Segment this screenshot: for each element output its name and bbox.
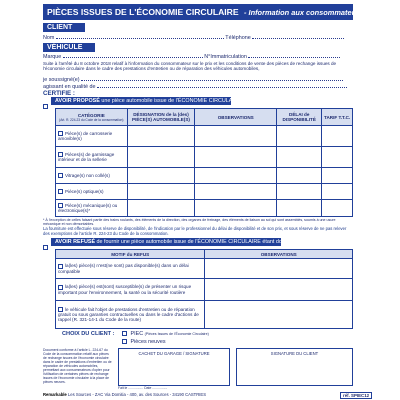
soussigne-row xyxy=(43,76,343,83)
col-observations: OBSERVATIONS xyxy=(195,109,277,126)
refuse-bar-text: de fournir une pièce automobile issue de l'ÉCONOMIE CIRCULAIRE étant donné que : xyxy=(96,239,305,245)
observations-cell[interactable] xyxy=(195,184,277,200)
propose-bar-bold: AVOIR PROPOSÉ xyxy=(55,98,100,104)
tarif-cell[interactable] xyxy=(322,147,353,168)
motif-cell xyxy=(56,259,205,279)
col-designation: DÉSIGNATION de la (des) PIÈCE(S) AUTOMOBILE(S) xyxy=(127,109,195,126)
row-checkbox[interactable] xyxy=(58,173,63,178)
neuves-label: Pièces neuves xyxy=(130,339,166,345)
piec-label: PIEC xyxy=(130,331,144,337)
agissant-row xyxy=(43,83,347,90)
piec-checkbox[interactable] xyxy=(122,331,127,336)
propose-note: La fourniture est effectuée sous réserve de disponibilité, de l'indication par le professionnel du délai de disponibilité et de son prix, et sous réserve de ne pas relever des exemptions de l'article R. 224-23 du Code de la consommation. xyxy=(43,226,347,236)
vehicule-row xyxy=(43,53,340,60)
delai-cell[interactable] xyxy=(277,147,322,168)
categorie-cell xyxy=(56,168,128,184)
propose-bar xyxy=(51,97,245,105)
neuves-checkbox[interactable] xyxy=(122,339,127,344)
designation-cell[interactable] xyxy=(127,126,195,147)
categorie-cell xyxy=(56,200,128,217)
piec-sub-label: (Pièces Issues de l'Économie Circulaire) xyxy=(144,332,209,336)
categorie-label: Pièce(s) de carrosserie amovible(s) xyxy=(58,130,113,142)
table-row xyxy=(56,147,353,168)
bottom-legal-text: Document conforme à l'article L. 224-67 du Code de la consommation relatif aux pièces de rechange issues de l'économie circulaire dans le cadre de prestations d'entretien ou de réparation de véhicules automobiles, permettant aux consommateurs d'opter pour l'utilisation de certaines pièces de rechange issues de l'économie circulaire à la place de pièces neuves. xyxy=(43,348,112,384)
refuse-checkbox[interactable] xyxy=(43,245,48,250)
categorie-cell xyxy=(56,126,128,147)
document-title-bar xyxy=(43,4,364,20)
col-delai: DÉLAI de DISPONIBILITÉ xyxy=(277,109,322,126)
delai-cell[interactable] xyxy=(277,126,322,147)
choix-label: CHOIX DU CLIENT : xyxy=(62,331,115,337)
choix-option-piec xyxy=(122,331,209,337)
client-label: CLIENT xyxy=(47,24,73,31)
garage-stamp-label: CACHET DU GARAGE / SIGNATURE xyxy=(138,351,210,356)
dates-line: Fait le ................ Date ................ xyxy=(118,386,168,390)
propose-checkbox-wrap xyxy=(43,98,50,116)
table-row xyxy=(56,301,353,329)
designation-cell[interactable] xyxy=(127,147,195,168)
table-row xyxy=(56,279,353,301)
col-tarif: TARIF T.T.C. xyxy=(322,109,353,126)
marque-field[interactable] xyxy=(63,53,203,58)
categorie-cell xyxy=(56,184,128,200)
motif-label: la(les) pièce(s) est(sont) susceptible(s) de présenter un risque important pour l'environnement, la santé ou la sécurité routière xyxy=(58,284,192,295)
legal-intro xyxy=(43,61,353,72)
reference-code: réf. SPIEC12 xyxy=(340,392,372,399)
refuse-bar xyxy=(51,238,305,246)
legal-intro-text: Suite à l'arrêté du 8 octobre 2018 relatif à l'information du consommateur sur le prix et les conditions de vente des pièces de rechange issues de l'économie circulaire dans le cadre des prestations d'entretien ou de réparation des véhicules automobiles, xyxy=(43,61,337,72)
document-subtitle: - Information aux consommateurs xyxy=(244,8,364,17)
categorie-label: Vitrage(s) non collé(s) xyxy=(65,172,110,178)
delai-cell[interactable] xyxy=(277,200,322,217)
propose-bar-text: une pièce automobile issue de l'ÉCONOMIE CIRCULAIRE : xyxy=(101,98,245,104)
observations-cell[interactable] xyxy=(195,147,277,168)
refuse-observations-cell[interactable] xyxy=(205,259,353,279)
tarif-cell[interactable] xyxy=(322,126,353,147)
motif-label: le véhicule fait l'objet de prestations d'entretien ou de réparation gratuit ou sous garanties contractuelles ou dans le cadre d'actions de rappel (R. 321-14-1 du Code de la route) xyxy=(58,306,199,323)
soussigne-field[interactable] xyxy=(81,76,343,81)
motif-label: la(les) pièce(s) n'est(ne sont) pas disponible(s) dans un délai compatible xyxy=(58,263,189,274)
delai-cell[interactable] xyxy=(277,168,322,184)
choix-option-neuves xyxy=(122,339,166,345)
tarif-cell[interactable] xyxy=(322,184,353,200)
telephone-label: Téléphone xyxy=(225,35,251,41)
footer xyxy=(43,392,353,397)
document-title: PIÈCES ISSUES DE L'ÉCONOMIE CIRCULAIRE xyxy=(47,7,239,17)
table-row xyxy=(56,259,353,279)
col-categorie-label: CATÉGORIE xyxy=(77,112,105,118)
table-row xyxy=(56,168,353,184)
footer-address: Les Sources - ZAC Via Domitia - 400, av. des Sources - 34190 CASTRIES xyxy=(67,392,207,397)
client-name-row xyxy=(43,34,344,41)
col-motif: MOTIF du REFUS xyxy=(56,250,205,259)
row-checkbox[interactable] xyxy=(58,189,63,194)
propose-checkbox[interactable] xyxy=(43,104,48,109)
propose-footnote: * À l'exception de celles faisant partie des trains roulants, des éléments de la direction, des organes de freinage, des éléments de liaison au sol qui sont assemblés, soumis à une usure mécanique et non démontables. xyxy=(43,218,336,227)
table-row xyxy=(56,200,353,217)
observations-cell[interactable] xyxy=(195,126,277,147)
agissant-label: agissant en qualité de xyxy=(43,84,96,90)
nom-label: Nom xyxy=(43,35,55,41)
delai-cell[interactable] xyxy=(277,184,322,200)
immatriculation-label: N°Immatriculation xyxy=(204,54,247,60)
tarif-cell[interactable] xyxy=(322,168,353,184)
agissant-field[interactable] xyxy=(97,83,347,88)
categorie-label: Pièces(s) de garnissage intérieur et de la sellerie xyxy=(58,151,115,163)
propose-table xyxy=(55,108,353,217)
observations-cell[interactable] xyxy=(195,200,277,217)
designation-cell[interactable] xyxy=(127,168,195,184)
garage-stamp-box[interactable] xyxy=(118,348,230,386)
vehicule-label: VÉHICULE xyxy=(47,44,83,51)
motif-cell xyxy=(56,279,205,301)
table-row xyxy=(56,184,353,200)
motif-cell xyxy=(56,301,205,329)
immatriculation-field[interactable] xyxy=(248,53,340,58)
certifie-label: CERTIFIE : xyxy=(43,90,75,97)
observations-cell[interactable] xyxy=(195,168,277,184)
designation-cell[interactable] xyxy=(127,200,195,217)
refuse-observations-cell[interactable] xyxy=(205,279,353,301)
footer-brand: Remarkable xyxy=(43,392,67,397)
client-signature-label: SIGNATURE DU CLIENT xyxy=(270,351,319,356)
marque-label: Marque xyxy=(43,54,62,60)
designation-cell[interactable] xyxy=(127,184,195,200)
vehicule-section-tab xyxy=(43,43,95,52)
client-signature-box[interactable] xyxy=(236,348,353,386)
tarif-cell[interactable] xyxy=(322,200,353,217)
refuse-checkbox-wrap xyxy=(43,239,50,257)
refuse-observations-cell[interactable] xyxy=(205,301,353,329)
categorie-cell xyxy=(56,147,128,168)
col-categorie xyxy=(56,109,128,126)
categorie-label: Pièce(s) mécanique(s) ou électronique(s)* xyxy=(58,202,118,214)
soussigne-label: je soussigné(e) xyxy=(43,77,80,83)
col-categorie-sub: (Art. R. 224-23 du Code de la consommation) xyxy=(59,117,124,122)
telephone-field[interactable] xyxy=(252,34,344,39)
refuse-bar-bold: AVOIR REFUSÉ xyxy=(55,239,96,245)
client-section-tab xyxy=(43,23,85,32)
col-refuse-observations: OBSERVATIONS xyxy=(205,250,353,259)
categorie-label: Pièce(s) optique(s) xyxy=(65,188,104,194)
nom-field[interactable] xyxy=(56,34,224,39)
refuse-table xyxy=(55,249,353,329)
table-row xyxy=(56,126,353,147)
